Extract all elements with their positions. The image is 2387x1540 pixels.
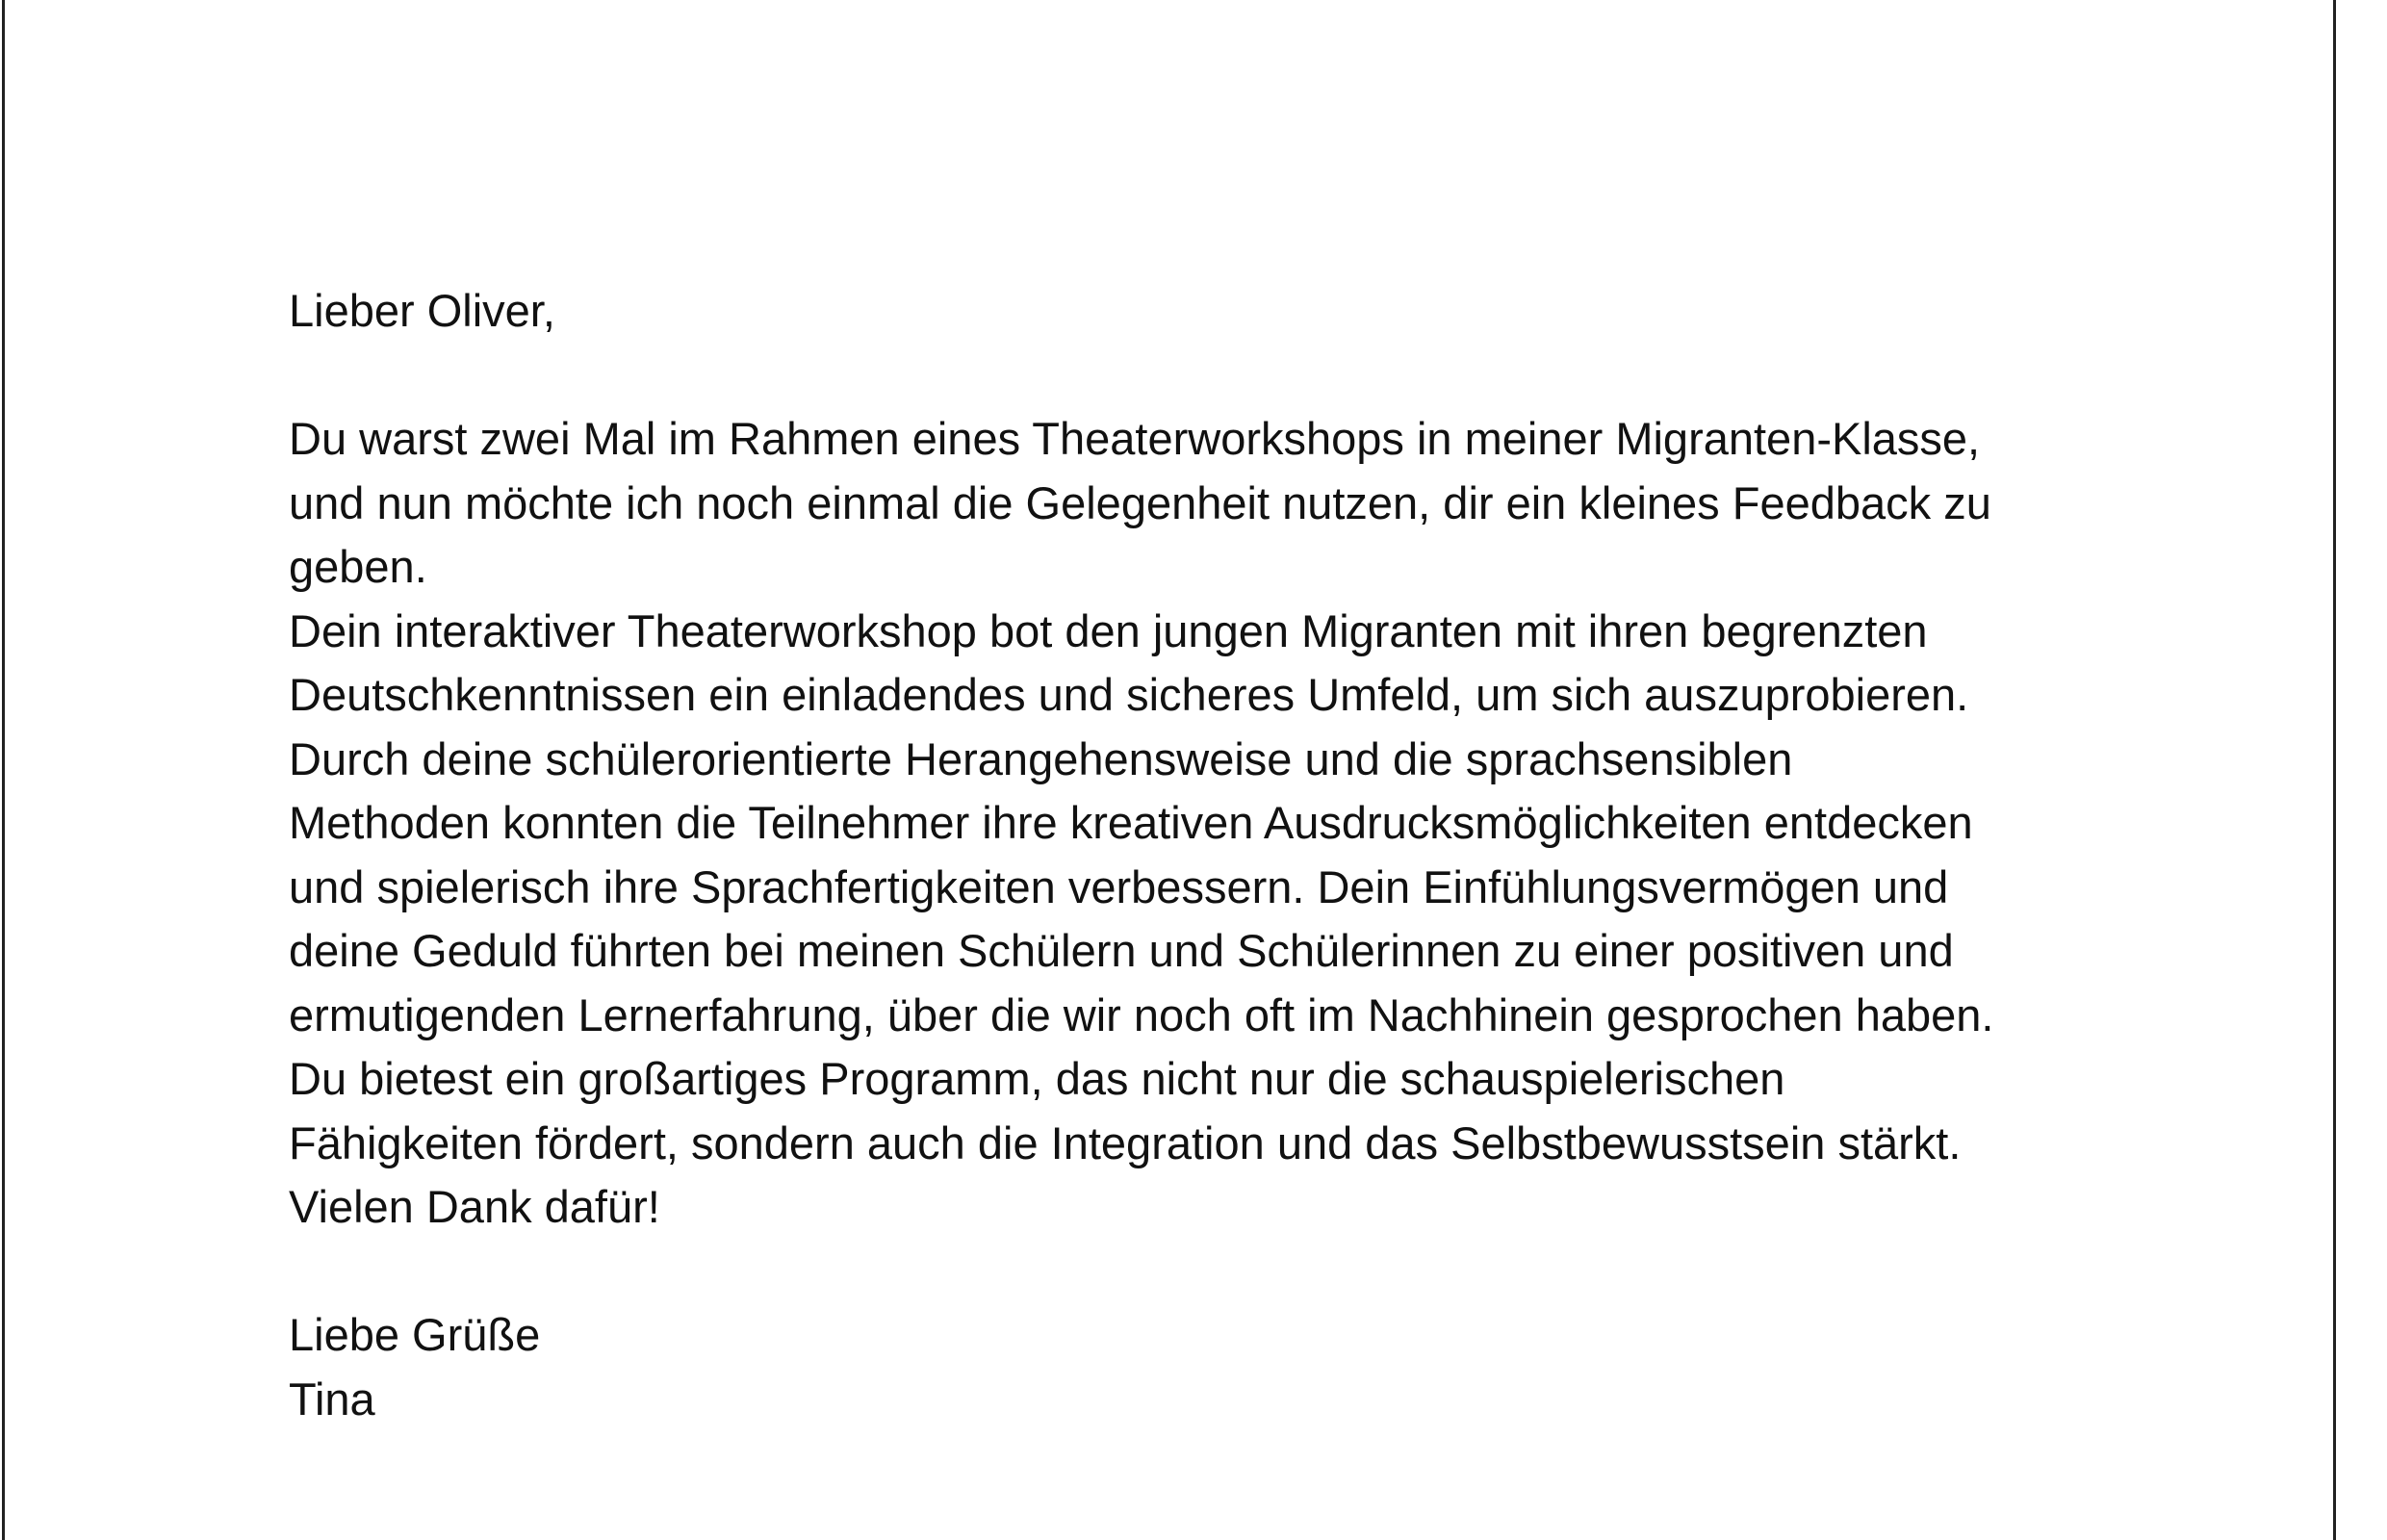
body-line: Fähigkeiten fördert, sondern auch die Integration und das Selbstbewusstsein stärkt. — [289, 1116, 1962, 1168]
letter-text — [289, 279, 2214, 1431]
body-line: Du warst zwei Mal im Rahmen eines Theaterworkshops in meiner Migranten-Klasse, — [289, 413, 1981, 464]
salutation: Lieber Oliver, — [289, 285, 555, 336]
closing: Liebe Grüße — [289, 1309, 541, 1360]
body-line: Du bietest ein großartiges Programm, das nicht nur die schauspielerischen — [289, 1053, 1785, 1104]
body-line: und spielerisch ihre Sprachfertigkeiten verbessern. Dein Einfühlungsvermögen und — [289, 860, 1949, 912]
blank-line — [289, 1240, 2214, 1304]
blank-line — [289, 344, 2214, 408]
body-line: Vielen Dank dafür! — [289, 1181, 660, 1232]
body-line: Methoden konnten die Teilnehmer ihre kreativen Ausdrucksmöglichkeiten entdecken — [289, 797, 1973, 848]
body-line: Deutschkenntnissen ein einladendes und sicheres Umfeld, um sich auszuprobieren. — [289, 669, 1969, 720]
body-line: Durch deine schülerorientierte Herangehensweise und die sprachsensiblen — [289, 732, 1793, 784]
body-line: ermutigenden Lernerfahrung, über die wir noch oft im Nachhinein gesprochen haben. — [289, 988, 1994, 1040]
document-page — [2, 0, 2336, 1540]
body-line: und nun möchte ich noch einmal die Gelegenheit nutzen, dir ein kleines Feedback zu — [289, 476, 1991, 528]
signature: Tina — [289, 1373, 375, 1424]
body-line: Dein interaktiver Theaterworkshop bot den jungen Migranten mit ihren begrenzten — [289, 604, 1928, 656]
body-line: geben. — [289, 541, 427, 592]
body-line: deine Geduld führten bei meinen Schülern und Schülerinnen zu einer positiven und — [289, 925, 1954, 976]
